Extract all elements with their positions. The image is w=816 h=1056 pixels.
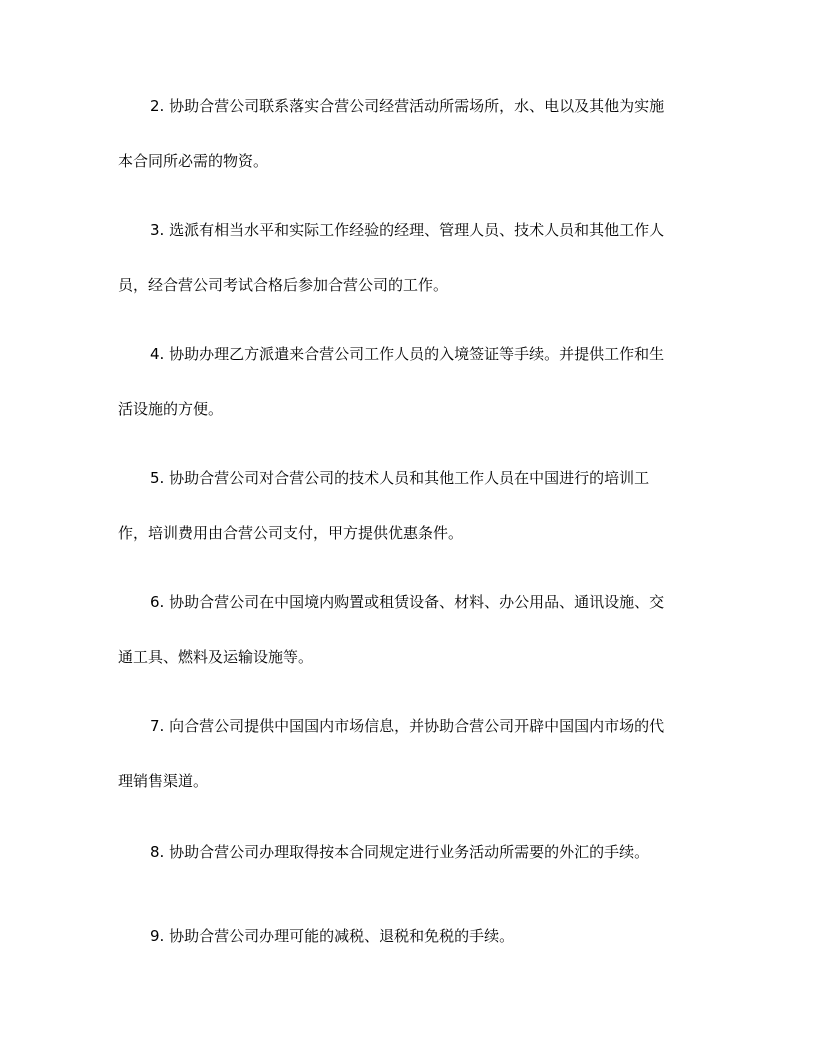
clause-4-line-1: 4. 协助办理乙方派遣来合营公司工作人员的入境签证等手续。并提供工作和生 xyxy=(150,345,665,363)
clause-2 xyxy=(118,79,698,189)
clause-9-line-1: 9. 协助合营公司办理可能的减税、退税和免税的手续。 xyxy=(150,927,515,945)
clause-4-line-2: 活设施的方便。 xyxy=(118,400,224,418)
clause-7 xyxy=(118,699,698,809)
clause-9 xyxy=(118,909,698,964)
clause-5 xyxy=(118,451,698,561)
clause-5-line-1: 5. 协助合营公司对合营公司的技术人员和其他工作人员在中国进行的培训工 xyxy=(150,469,650,487)
clause-5-line-2: 作，培训费用由合营公司支付，甲方提供优惠条件。 xyxy=(118,524,464,542)
clause-4 xyxy=(118,327,698,437)
clause-6-line-2: 通工具、燃料及运输设施等。 xyxy=(118,648,314,666)
clause-7-line-1: 7. 向合营公司提供中国国内市场信息，并协助合营公司开辟中国国内市场的代 xyxy=(150,717,665,735)
clause-6-line-1: 6. 协助合营公司在中国境内购置或租赁设备、材料、办公用品、通讯设施、交 xyxy=(150,593,665,611)
clause-7-line-2: 理销售渠道。 xyxy=(118,772,209,790)
clause-3 xyxy=(118,203,698,313)
clause-2-line-1: 2. 协助合营公司联系落实合营公司经营活动所需场所，水、电以及其他为实施 xyxy=(150,97,665,115)
clause-8 xyxy=(118,825,698,880)
clause-8-line-1: 8. 协助合营公司办理取得按本合同规定进行业务活动所需要的外汇的手续。 xyxy=(150,843,650,861)
clause-3-line-1: 3. 选派有相当水平和实际工作经验的经理、管理人员、技术人员和其他工作人 xyxy=(150,221,665,239)
clause-6 xyxy=(118,575,698,685)
clause-3-line-2: 员，经合营公司考试合格后参加合营公司的工作。 xyxy=(118,276,449,294)
clause-2-line-2: 本合同所必需的物资。 xyxy=(118,152,269,170)
